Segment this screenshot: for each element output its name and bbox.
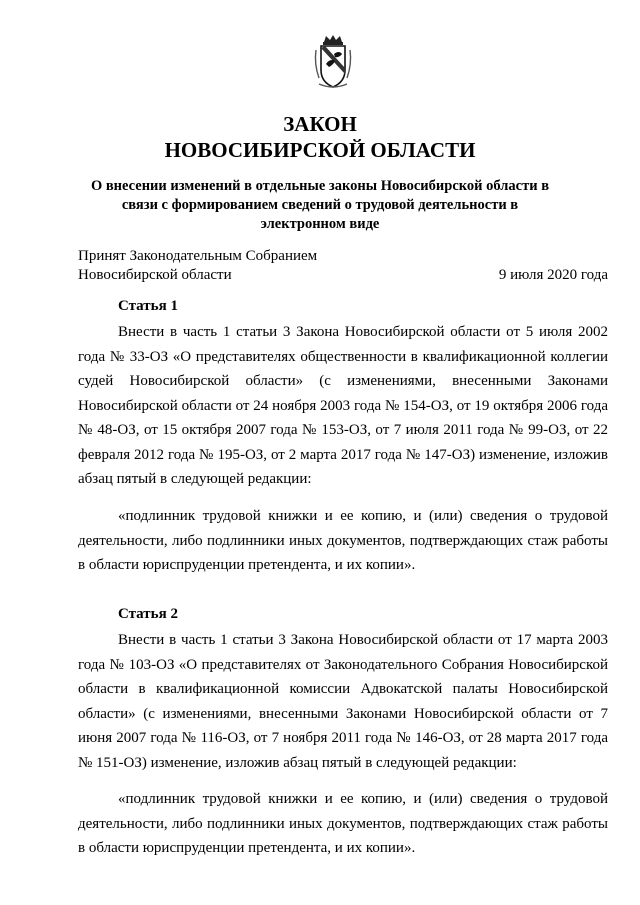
adoption-line1: Принят Законодательным Собранием [78, 248, 318, 264]
adoption-line2: Новосибирской области [78, 267, 232, 283]
article-1-heading: Статья 1 [118, 298, 178, 314]
article-2-paragraph-1: Внести в часть 1 статьи 3 Закона Новосибирской области от 17 марта 2003 года № 103-ОЗ «О представителях от Законодательного Собрания Новосибирской области в квалификационной комиссии Адвокатской палаты Новосибирской области» (с изменениями, внесенными Законами Новосибирской области от 7 июня 2007 года № 116-ОЗ, от 7 ноября 2011 года № 146-ОЗ, от 28 марта 2017 года № 151-ОЗ) изменение, изложив абзац пятый в следующей редакции: [78, 632, 608, 771]
article-2-paragraph-2: «подлинник трудовой книжки и ее копию, и (или) сведения о трудовой деятельности, либо подлинники иных документов, подтверждающих стаж работы в области юриспруденции претендента, и их копии». [78, 791, 608, 856]
adoption-block [78, 247, 608, 285]
article-1-paragraph-1: Внести в часть 1 статьи 3 Закона Новосибирской области от 5 июля 2002 года № 33-ОЗ «О представителях общественности в квалификационной коллегии судей Новосибирской области» (с изменениями, внесенными Законами Новосибирской области от 24 ноября 2003 года № 154-ОЗ, от 19 октября 2006 года № 48-ОЗ, от 15 октября 2007 года № 153-ОЗ, от 7 июля 2011 года № 99-ОЗ, от 22 февраля 2012 года № 195-ОЗ, от 2 марта 2017 года № 147-ОЗ) изменение, изложив абзац пятый в следующей редакции: [78, 324, 608, 487]
article-1-paragraph-2: «подлинник трудовой книжки и ее копию, и (или) сведения о трудовой деятельности, либо подлинники иных документов, подтверждающих стаж работы в области юриспруденции претендента, и их копии». [78, 508, 608, 573]
coat-of-arms-icon [313, 34, 353, 90]
article-2-heading: Статья 2 [118, 606, 178, 622]
law-region-title: НОВОСИБИРСКОЙ ОБЛАСТИ [164, 138, 476, 162]
law-subtitle: О внесении изменений в отдельные законы Новосибирской области в связи с формированием сведений о трудовой деятельности в электронном виде [90, 178, 550, 232]
adoption-date: 9 июля 2020 года [498, 267, 608, 283]
law-title: ЗАКОН [283, 112, 357, 136]
